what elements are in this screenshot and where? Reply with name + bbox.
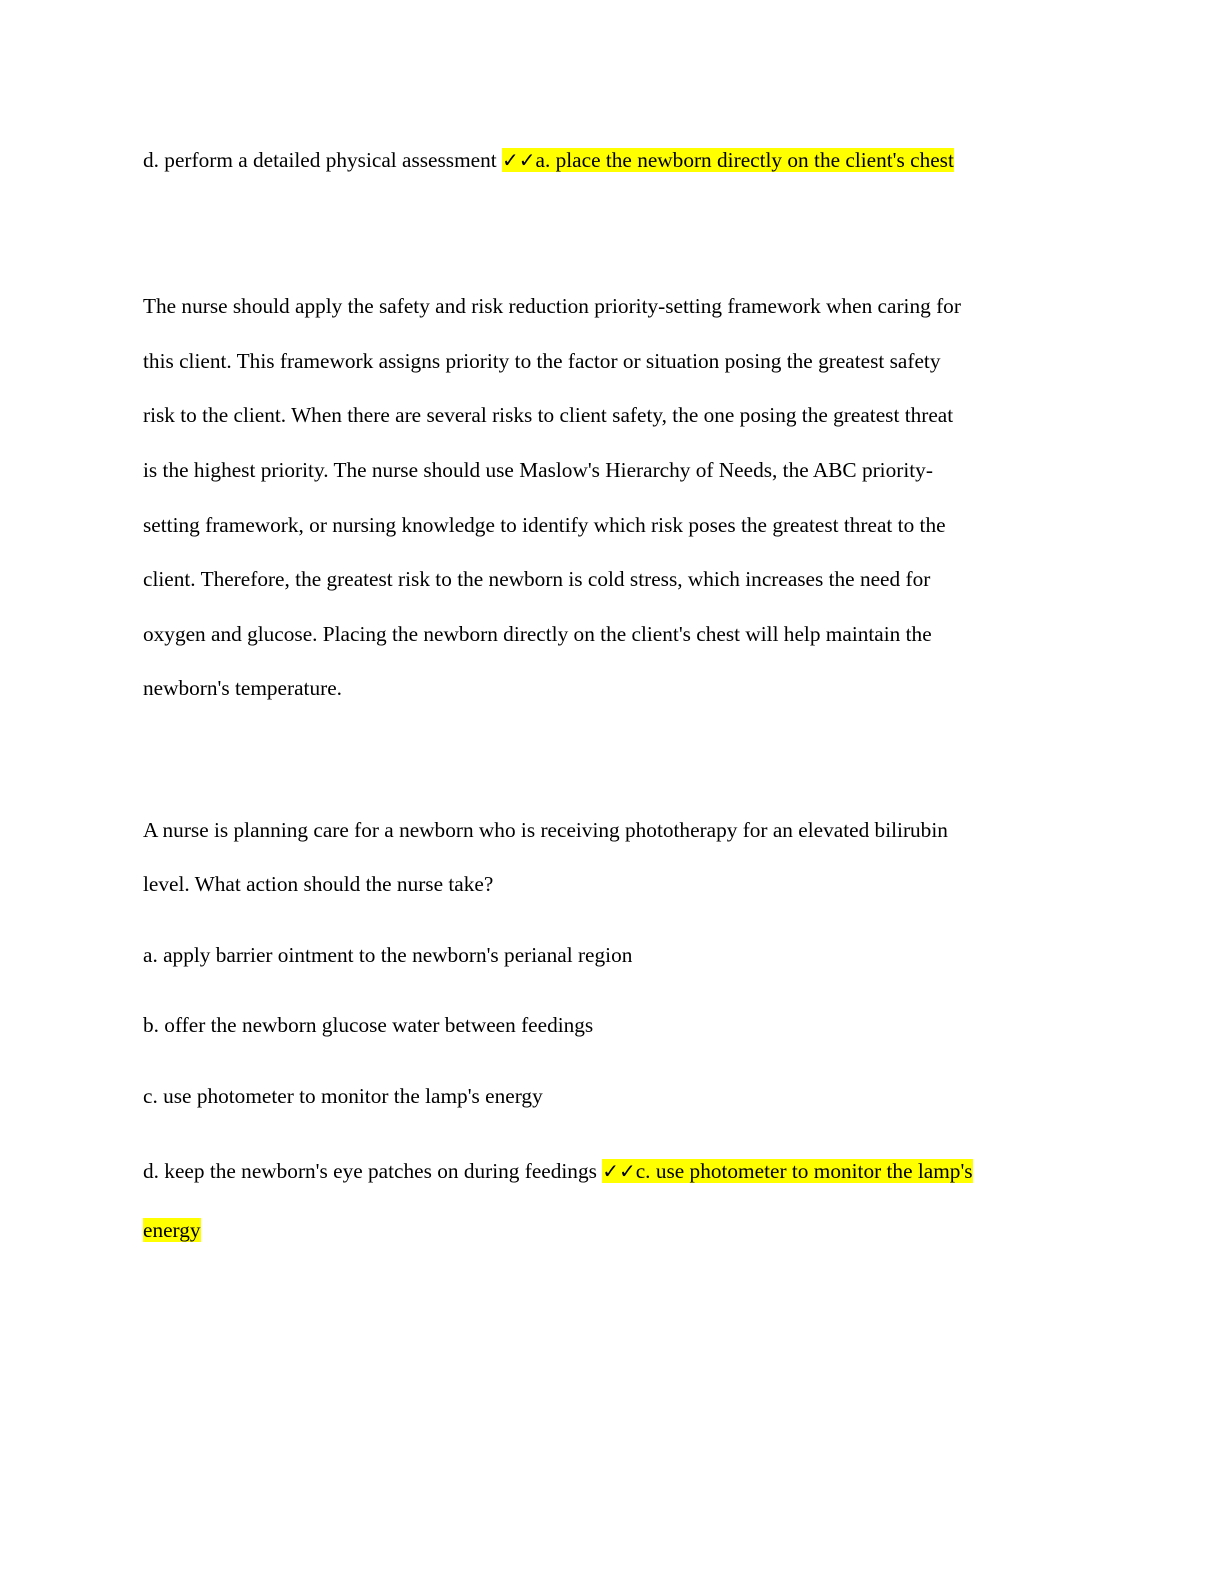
- rationale-line: oxygen and glucose. Placing the newborn directly on the client's chest will help maintain the: [143, 622, 932, 646]
- option-a: a. apply barrier ointment to the newborn's perianal region: [143, 943, 633, 967]
- answer-continuation: [143, 1216, 201, 1244]
- question-text-line: level. What action should the nurse take?: [143, 872, 494, 896]
- question-text-line: A nurse is planning care for a newborn who is receiving phototherapy for an elevated bilirubin: [143, 818, 948, 842]
- highlighted-answer: [602, 1159, 972, 1183]
- double-check-icon: ✓✓: [501, 148, 536, 172]
- rationale-line: risk to the client. When there are several risks to client safety, the one posing the greatest threat: [143, 403, 954, 427]
- rationale-line: setting framework, or nursing knowledge to identify which risk poses the greatest threat to the: [143, 513, 946, 537]
- option-d-with-answer: [143, 1157, 973, 1185]
- answer-text: a. place the newborn directly on the client's chest: [535, 148, 954, 172]
- highlighted-answer: [502, 148, 954, 172]
- rationale-line: The nurse should apply the safety and risk reduction priority-setting framework when caring for: [143, 294, 961, 318]
- rationale-line: newborn's temperature.: [143, 676, 342, 700]
- double-check-icon: ✓✓: [602, 1159, 636, 1183]
- rationale-line: this client. This framework assigns priority to the factor or situation posing the greatest safety: [143, 349, 941, 373]
- option-b: b. offer the newborn glucose water between feedings: [143, 1013, 594, 1037]
- option-c: c. use photometer to monitor the lamp's energy: [143, 1084, 543, 1108]
- rationale-line: client. Therefore, the greatest risk to the newborn is cold stress, which increases the need for: [143, 567, 931, 591]
- rationale-line: is the highest priority. The nurse should use Maslow's Hierarchy of Needs, the ABC priority-: [143, 458, 933, 482]
- answer-line-top: [143, 146, 954, 174]
- highlighted-answer-continued: energy: [143, 1218, 201, 1242]
- answer-text: c. use photometer to monitor the lamp's: [635, 1159, 973, 1183]
- option-d: d. keep the newborn's eye patches on during feedings: [143, 1159, 597, 1183]
- option-text: d. perform a detailed physical assessment: [143, 148, 497, 172]
